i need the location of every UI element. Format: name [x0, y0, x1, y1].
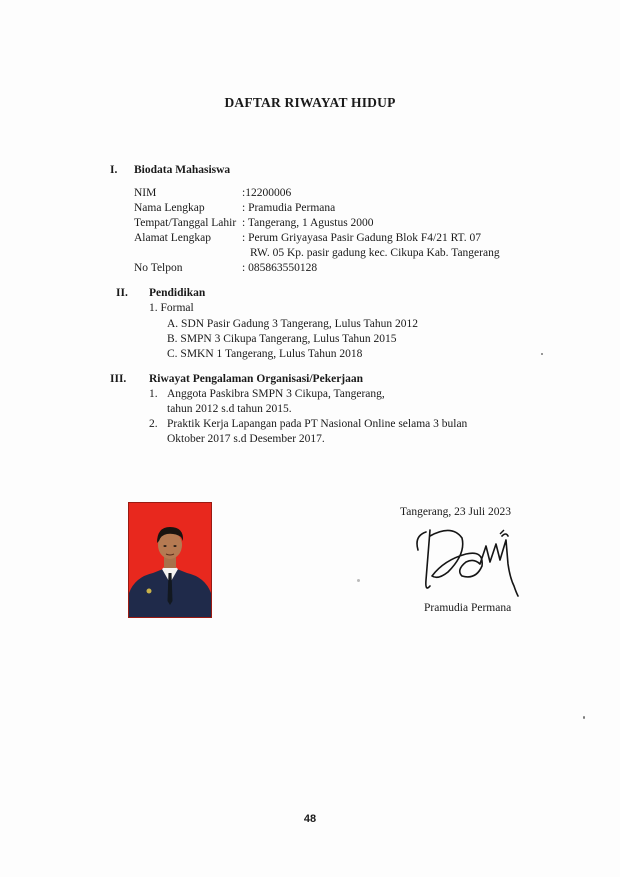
scan-speck	[357, 579, 360, 582]
biodata-value-alamat-line2: RW. 05 Kp. pasir gadung kec. Cikupa Kab. Tangerang	[250, 247, 500, 259]
biodata-label-ttl: Tempat/Tanggal Lahir	[134, 217, 237, 229]
biodata-value-nama: : Pramudia Permana	[242, 202, 336, 214]
pendidikan-item-b: B. SMPN 3 Cikupa Tangerang, Lulus Tahun 2015	[167, 333, 397, 345]
person-portrait-icon	[129, 503, 211, 617]
riwayat-item-1-number: 1.	[149, 388, 158, 400]
biodata-value-alamat: : Perum Griyayasa Pasir Gadung Blok F4/21 RT. 07	[242, 232, 481, 244]
signature-name: Pramudia Permana	[424, 602, 512, 614]
pendidikan-formal: 1. Formal	[149, 302, 194, 314]
section-title-biodata: Biodata Mahasiswa	[134, 164, 231, 176]
biodata-value-nim: :12200006	[242, 187, 292, 199]
riwayat-item-2-number: 2.	[149, 418, 158, 430]
section-number-biodata: I.	[110, 164, 118, 176]
biodata-label-nim: NIM	[134, 187, 157, 199]
section-number-riwayat: III.	[110, 373, 127, 385]
profile-photo	[128, 502, 212, 618]
biodata-value-ttl: : Tangerang, 1 Agustus 2000	[242, 217, 374, 229]
riwayat-item-1-line2: tahun 2012 s.d tahun 2015.	[167, 403, 292, 415]
document-title: DAFTAR RIWAYAT HIDUP	[224, 95, 396, 110]
scan-speck	[583, 716, 585, 719]
biodata-value-telpon: : 085863550128	[242, 262, 318, 274]
riwayat-item-2-line1: Praktik Kerja Lapangan pada PT Nasional Online selama 3 bulan	[167, 418, 468, 430]
section-title-riwayat: Riwayat Pengalaman Organisasi/Pekerjaan	[149, 373, 364, 385]
riwayat-item-2-line2: Oktober 2017 s.d Desember 2017.	[167, 433, 325, 445]
section-title-pendidikan: Pendidikan	[149, 287, 206, 299]
pendidikan-item-c: C. SMKN 1 Tangerang, Lulus Tahun 2018	[167, 348, 363, 360]
biodata-label-telpon: No Telpon	[134, 262, 183, 274]
signature-place-date: Tangerang, 23 Juli 2023	[400, 506, 511, 518]
handwritten-signature	[404, 520, 536, 600]
biodata-label-nama: Nama Lengkap	[134, 202, 205, 214]
page-number: 48	[303, 813, 317, 825]
biodata-label-alamat: Alamat Lengkap	[134, 232, 211, 244]
scan-speck	[541, 353, 543, 355]
pendidikan-item-a: A. SDN Pasir Gadung 3 Tangerang, Lulus Tahun 2012	[167, 318, 418, 330]
section-number-pendidikan: II.	[116, 287, 128, 299]
riwayat-item-1-line1: Anggota Paskibra SMPN 3 Cikupa, Tangerang,	[167, 388, 385, 400]
